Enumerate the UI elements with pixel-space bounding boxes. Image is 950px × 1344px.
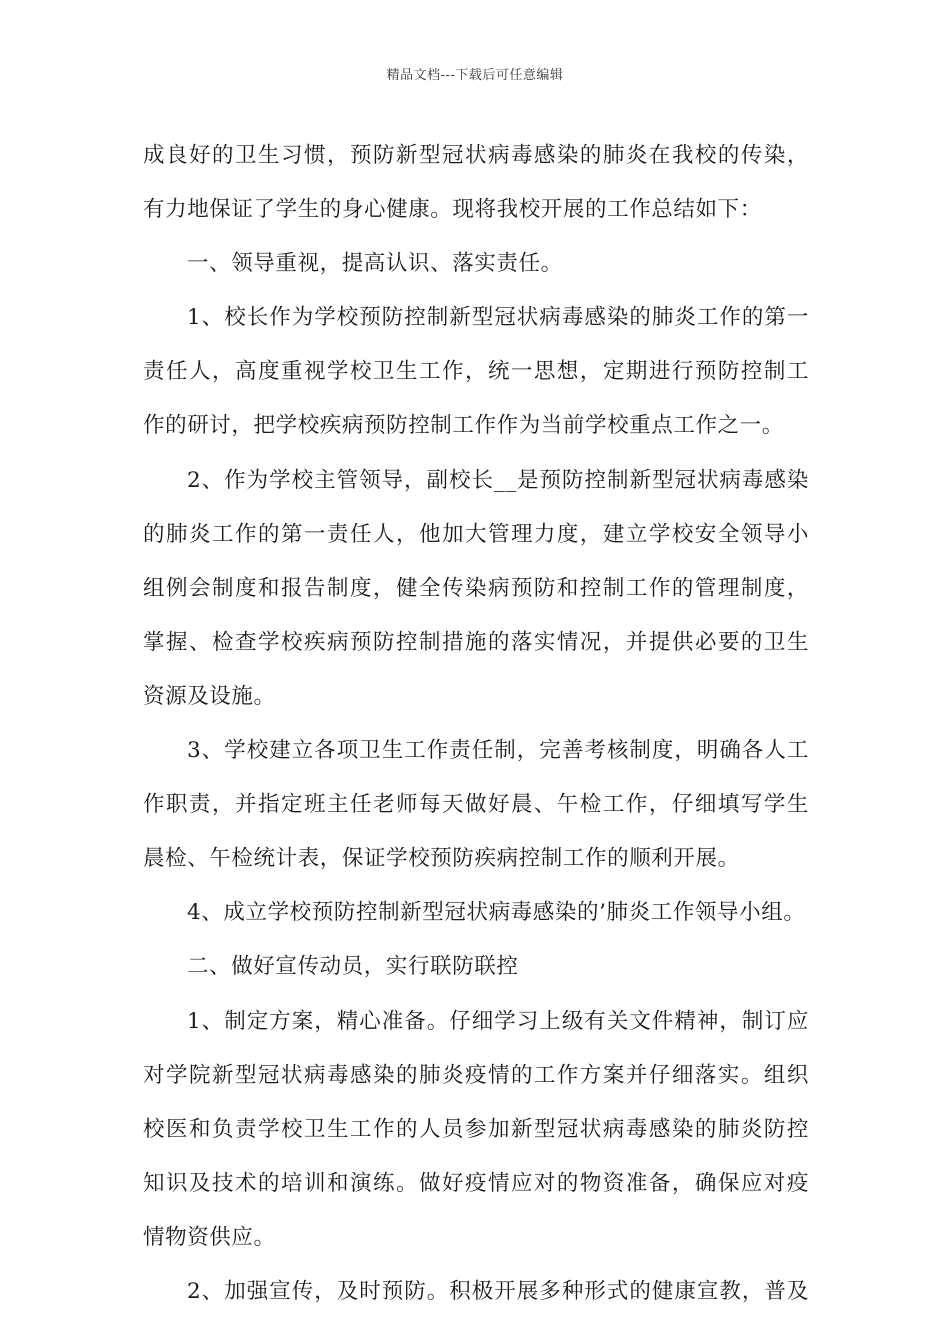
page-header: 精品文档---下载后可任意编辑 bbox=[386, 68, 564, 83]
text-line: 校医和负责学校卫生工作的人员参加新型冠状病毒感染的肺炎防控 bbox=[143, 1116, 809, 1142]
text-line: 知识及技术的培训和演练。做好疫情应对的物资准备，确保应对疫 bbox=[143, 1170, 809, 1196]
text-line: 作的研讨，把学校疾病预防控制工作作为当前学校重点工作之一。 bbox=[143, 413, 784, 439]
text-line: 2、作为学校主管领导，副校长__是预防控制新型冠状病毒感染 bbox=[187, 467, 809, 493]
text-line: 2、加强宣传，及时预防。积极开展多种形式的健康宣教，普及 bbox=[187, 1278, 809, 1304]
text-line: 责任人，高度重视学校卫生工作，统一思想，定期进行预防控制工 bbox=[143, 359, 809, 385]
text-line: 二、做好宣传动员，实行联防联控 bbox=[187, 954, 519, 980]
text-line: 的肺炎工作的第一责任人，他加大管理力度，建立学校安全领导小 bbox=[143, 521, 809, 547]
text-line: 3、学校建立各项卫生工作责任制，完善考核制度，明确各人工 bbox=[187, 738, 809, 764]
text-line: 情物资供应。 bbox=[143, 1224, 276, 1250]
text-line: 对学院新型冠状病毒感染的肺炎疫情的工作方案并仔细落实。组织 bbox=[143, 1062, 809, 1088]
text-line: 晨检、午检统计表，保证学校预防疾病控制工作的顺利开展。 bbox=[143, 846, 740, 872]
text-line: 有力地保证了学生的身心健康。现将我校开展的工作总结如下： bbox=[143, 197, 762, 223]
text-line: 1、校长作为学校预防控制新型冠状病毒感染的肺炎工作的第一 bbox=[187, 305, 809, 331]
document-body bbox=[143, 129, 809, 1319]
text-line: 4、成立学校预防控制新型冠状病毒感染的’肺炎工作领导小组。 bbox=[187, 900, 806, 926]
text-line: 掌握、检查学校疾病预防控制措施的落实情况，并提供必要的卫生 bbox=[143, 629, 809, 655]
text-line: 成良好的卫生习惯，预防新型冠状病毒感染的肺炎在我校的传染， bbox=[143, 143, 809, 168]
text-line: 作职责，并指定班主任老师每天做好晨、午检工作，仔细填写学生 bbox=[143, 792, 809, 818]
text-line: 资源及设施。 bbox=[143, 683, 276, 709]
text-line: 一、领导重视，提高认识、落实责任。 bbox=[187, 251, 563, 277]
text-line: 组例会制度和报告制度，健全传染病预防和控制工作的管理制度， bbox=[143, 575, 809, 601]
text-line: 1、制定方案，精心准备。仔细学习上级有关文件精神，制订应 bbox=[187, 1008, 809, 1034]
